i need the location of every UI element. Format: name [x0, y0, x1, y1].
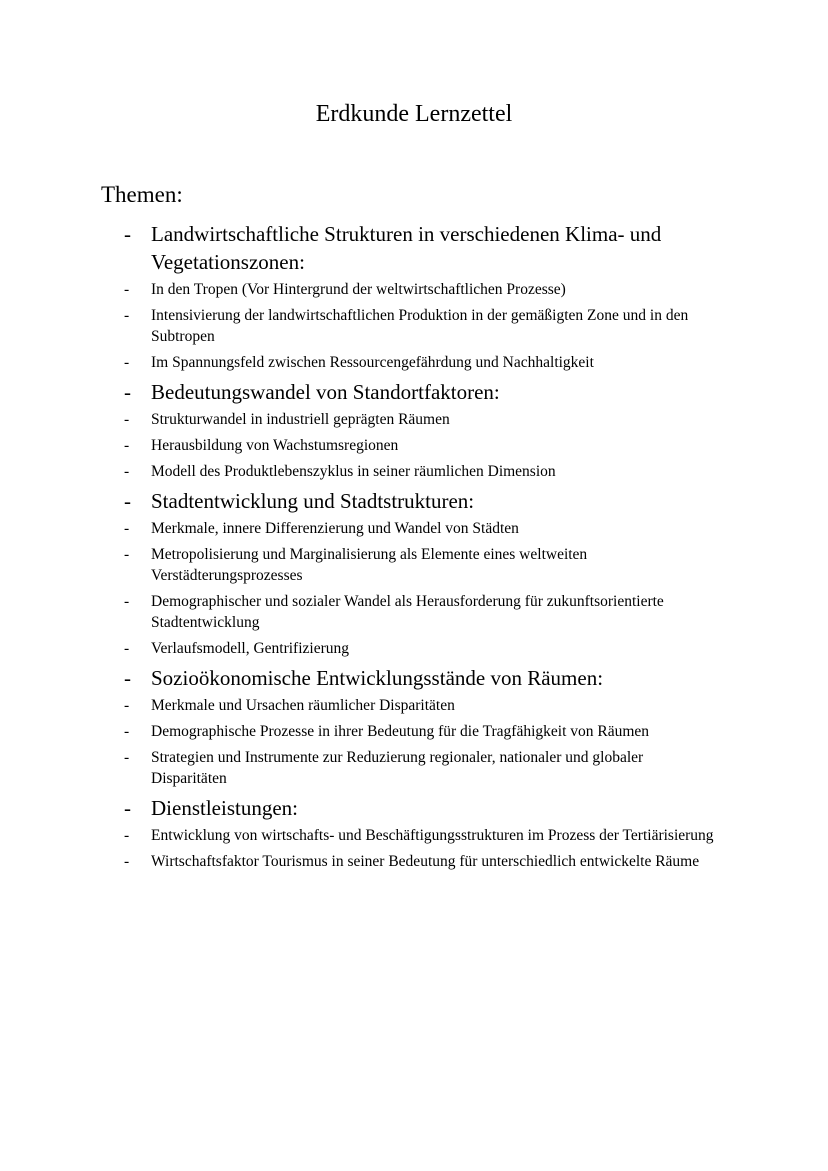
dash-bullet: - [124, 222, 131, 246]
topic-heading-text: Stadtentwicklung und Stadtstrukturen: [151, 489, 475, 513]
list-item [0, 544, 828, 586]
topic-heading-text: Bedeutungswandel von Standortfaktoren: [151, 380, 500, 404]
list-item [0, 638, 828, 659]
topic-heading-text: Sozioökonomische Entwicklungsstände von Räumen: [151, 666, 604, 690]
list-item [0, 747, 828, 789]
list-item [0, 435, 828, 456]
dash-bullet: - [124, 697, 130, 714]
dash-bullet: - [124, 853, 130, 870]
topic-heading-text: Dienstleistungen: [151, 796, 298, 820]
dash-bullet: - [124, 437, 130, 454]
topic-heading [0, 487, 828, 515]
list-item [0, 825, 828, 846]
list-item [0, 695, 828, 716]
topic-list [0, 220, 828, 877]
topic-heading [0, 378, 828, 406]
list-item-text: Verlaufsmodell, Gentrifizierung [151, 640, 349, 657]
topic-heading-text: Landwirtschaftliche Strukturen in verschiedenen Klima- und Vegetationszonen: [151, 222, 662, 274]
list-item-text: Entwicklung von wirtschafts- und Beschäftigungsstrukturen im Prozess der Tertiärisierung [151, 827, 714, 844]
list-item-text: Intensivierung der landwirtschaftlichen Produktion in der gemäßigten Zone und in den Subtropen [151, 307, 689, 345]
topic-heading [0, 664, 828, 692]
topic-heading [0, 794, 828, 822]
list-item-text: Wirtschaftsfaktor Tourismus in seiner Bedeutung für unterschiedlich entwickelte Räume [151, 853, 700, 870]
dash-bullet: - [124, 307, 130, 324]
dash-bullet: - [124, 520, 130, 537]
list-item-text: Im Spannungsfeld zwischen Ressourcengefährdung und Nachhaltigkeit [151, 354, 594, 371]
dash-bullet: - [124, 666, 131, 690]
list-item [0, 851, 828, 872]
dash-bullet: - [124, 546, 130, 563]
list-item [0, 409, 828, 430]
dash-bullet: - [124, 827, 130, 844]
list-item-text: Modell des Produktlebenszyklus in seiner räumlichen Dimension [151, 463, 556, 480]
list-item-text: Merkmale, innere Differenzierung und Wandel von Städten [151, 520, 519, 537]
list-item-text: Demographische Prozesse in ihrer Bedeutung für die Tragfähigkeit von Räumen [151, 723, 650, 740]
list-item-text: Strukturwandel in industriell geprägten Räumen [151, 411, 450, 428]
list-item [0, 305, 828, 347]
dash-bullet: - [124, 411, 130, 428]
document-title: Erdkunde Lernzettel [315, 101, 513, 127]
list-item [0, 518, 828, 539]
dash-bullet: - [124, 749, 130, 766]
dash-bullet: - [124, 463, 130, 480]
dash-bullet: - [124, 640, 130, 657]
list-item-text: In den Tropen (Vor Hintergrund der weltwirtschaftlichen Prozesse) [151, 281, 566, 298]
dash-bullet: - [124, 796, 131, 820]
list-item-text: Strategien und Instrumente zur Reduzierung regionaler, nationaler und globaler Disparitäten [151, 749, 644, 787]
list-item [0, 461, 828, 482]
list-item [0, 591, 828, 633]
list-item [0, 352, 828, 373]
dash-bullet: - [124, 380, 131, 404]
list-item-text: Merkmale und Ursachen räumlicher Disparitäten [151, 697, 455, 714]
list-item-text: Demographischer und sozialer Wandel als Herausforderung für zukunftsorientierte Stadtentwicklung [151, 593, 664, 631]
dash-bullet: - [124, 281, 130, 298]
dash-bullet: - [124, 489, 131, 513]
dash-bullet: - [124, 593, 130, 610]
topic-heading [0, 220, 828, 276]
dash-bullet: - [124, 354, 130, 371]
dash-bullet: - [124, 723, 130, 740]
list-item [0, 721, 828, 742]
section-label: Themen: [101, 182, 183, 207]
list-item-text: Metropolisierung und Marginalisierung als Elemente eines weltweiten Verstädterungsprozesses [151, 546, 588, 584]
list-item [0, 279, 828, 300]
list-item-text: Herausbildung von Wachstumsregionen [151, 437, 399, 454]
